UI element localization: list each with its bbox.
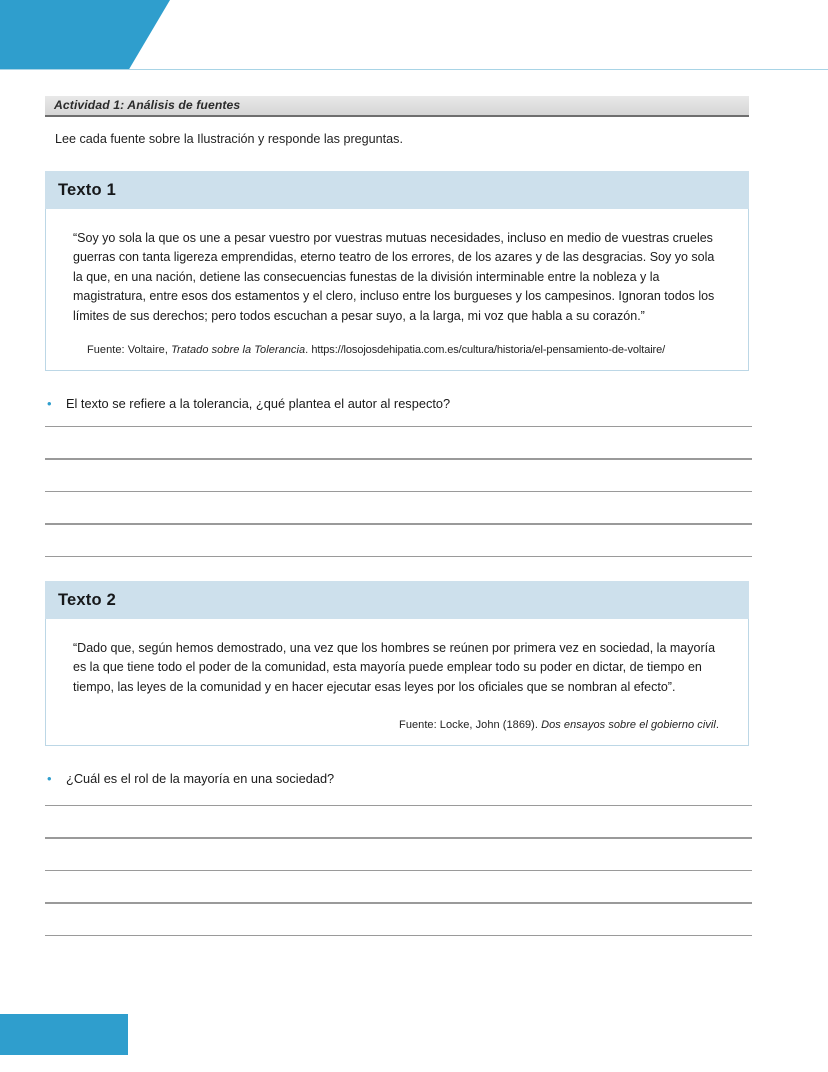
question-2-text: ¿Cuál es el rol de la mayoría en una sociedad?	[66, 771, 335, 787]
answer-lines-2[interactable]	[45, 805, 752, 937]
citation-prefix: Fuente: Locke, John (1869).	[399, 719, 538, 732]
citation-suffix: .	[715, 719, 719, 732]
source-block-2-body	[45, 619, 749, 746]
question-1-text: El texto se refiere a la tolerancia, ¿qué plantea el autor al respecto?	[66, 395, 451, 411]
bullet-icon: •	[47, 395, 52, 411]
page-content	[45, 96, 749, 936]
answer-lines-1[interactable]	[45, 426, 752, 558]
source-block-2-title: Texto 2	[58, 590, 116, 609]
bullet-icon: •	[47, 771, 52, 787]
source-block-1-citation	[73, 344, 721, 356]
source-block-2	[45, 581, 749, 746]
question-2	[45, 771, 749, 787]
citation-suffix: .	[305, 343, 309, 356]
answer-line[interactable]	[45, 837, 752, 839]
source-block-1-header	[45, 171, 749, 209]
header-divider-line	[0, 69, 828, 70]
source-block-2-citation	[73, 719, 721, 731]
source-block-1	[45, 171, 749, 371]
source-block-1-body	[45, 209, 749, 371]
answer-line[interactable]	[45, 805, 752, 807]
activity-instruction: Lee cada fuente sobre la Ilustración y responde las preguntas.	[55, 132, 403, 146]
answer-line[interactable]	[45, 491, 752, 493]
answer-line[interactable]	[45, 426, 752, 428]
citation-url[interactable]: https://losojosdehipatia.com.es/cultura/historia/el-pensamiento-de-voltaire/	[311, 343, 666, 356]
page-header-decoration	[0, 0, 200, 69]
source-block-2-quote: “Dado que, según hemos demostrado, una vez que los hombres se reúnen por primera vez en sociedad, la mayoría es la que tiene todo el poder de la comunidad, esta mayoría puede emplear todo su poder en dictar, de tiempo en tiempo, las leyes de la comunidad y en hacer ejecutar esas leyes por los oficiales que se nombran al efecto”.	[73, 641, 716, 694]
answer-line[interactable]	[45, 458, 752, 460]
source-block-2-header	[45, 581, 749, 619]
citation-work-title: Tratado sobre la Tolerancia	[171, 343, 306, 356]
activity-title: Actividad 1: Análisis de fuentes	[54, 98, 241, 113]
answer-line[interactable]	[45, 935, 752, 937]
footer-blue-block	[0, 1014, 128, 1055]
answer-line[interactable]	[45, 902, 752, 904]
header-blue-banner-shape	[0, 0, 170, 69]
answer-line[interactable]	[45, 523, 752, 525]
answer-line[interactable]	[45, 870, 752, 872]
answer-line[interactable]	[45, 556, 752, 558]
citation-prefix: Fuente: Voltaire,	[87, 343, 168, 356]
citation-work-title: Dos ensayos sobre el gobierno civil	[541, 719, 716, 732]
source-block-1-title: Texto 1	[58, 180, 116, 199]
activity-title-band	[45, 96, 749, 117]
question-1	[45, 396, 749, 412]
source-block-1-quote: “Soy yo sola la que os une a pesar vuestro por vuestras mutuas necesidades, incluso en medio de vuestras crueles guerras con tanta ligereza emprendidas, eterno teatro de los errores, de los azares y de las desgracias. Soy yo sola la que, en una nación, detiene las consecuencias funestas de la división interminable entre la nobleza y la magistratura, entre esos dos estamentos y el clero, incluso entre los burgueses y los campesinos. Ignoran todos los límites de sus derechos; pero todos escuchan a pesar suyo, a la larga, mi voz que habla a su corazón.”	[73, 231, 715, 323]
